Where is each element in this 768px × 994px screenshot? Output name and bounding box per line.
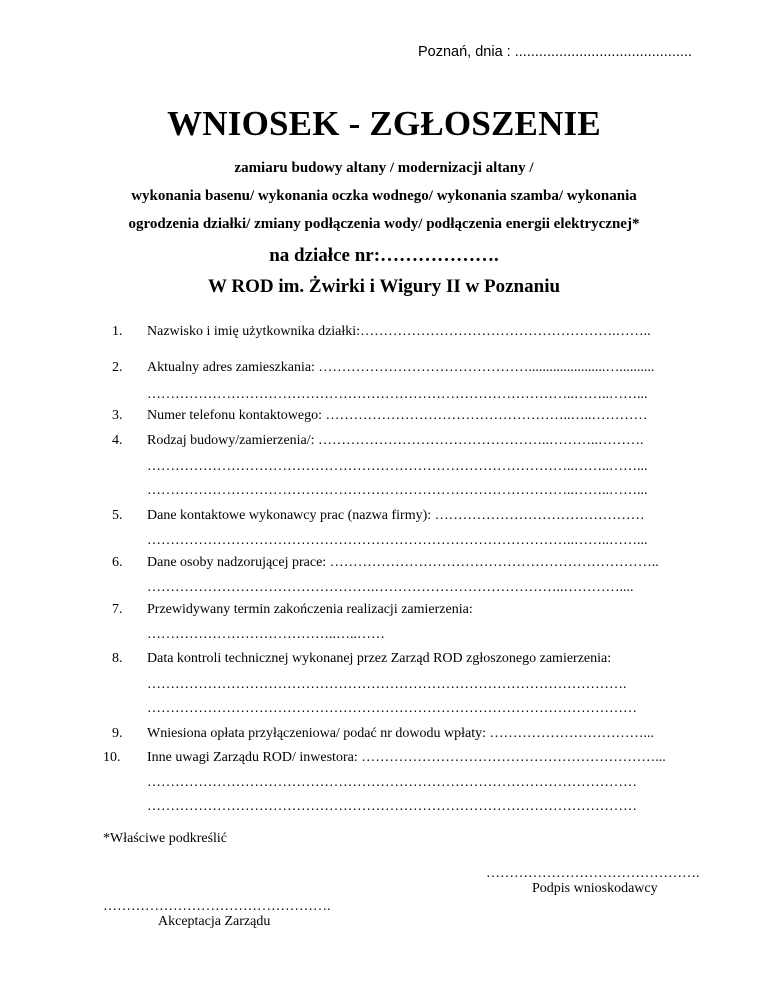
subtitle-line-1: zamiaru budowy altany / modernizacji altany / (234, 160, 534, 176)
item-continuation-line[interactable]: …………………………………………………………………………………………… (147, 775, 637, 790)
item-number: 4. (112, 433, 123, 448)
item-continuation-line[interactable]: ………………………………………………………………………………..……..……... (147, 387, 648, 402)
subtitle-line-3: ogrodzenia działki/ zmiany podłączenia wody/ podłączenia energii elektrycznej* (128, 216, 640, 232)
item-continuation-line[interactable]: …………………………………………………………………………………………… (147, 701, 637, 716)
item-continuation-line[interactable]: ………………………………………………………………………………..……..……... (147, 483, 648, 498)
item-number: 1. (112, 324, 123, 339)
item-text[interactable]: Rodzaj budowy/zamierzenia/: …………………………………………..………..………. (147, 433, 644, 448)
item-number: 10. (103, 750, 121, 765)
item-number: 5. (112, 508, 123, 523)
item-number: 3. (112, 408, 123, 423)
item-continuation-line[interactable]: ………………………………………………………………………………..……..……... (147, 533, 648, 548)
item-text: Przewidywany termin zakończenia realizacji zamierzenia: (147, 602, 473, 617)
item-continuation-line[interactable]: …………………………………..…..…… (147, 627, 385, 642)
item-text: Data kontroli technicznej wykonanej przez Zarząd ROD zgłoszonego zamierzenia: (147, 651, 612, 666)
item-number: 6. (112, 555, 123, 570)
item-number: 7. (112, 602, 123, 617)
acceptance-line[interactable]: …………………………………………. (103, 899, 331, 914)
subtitle-line-2: wykonania basenu/ wykonania oczka wodnego/ wykonania szamba/ wykonania (131, 188, 637, 204)
item-continuation-line[interactable]: ………………………………………….…………………………………..………….... (147, 580, 634, 595)
place-date-line: Poznań, dnia : ............................................ (418, 44, 692, 60)
item-number: 2. (112, 360, 123, 375)
item-number: 9. (112, 726, 123, 741)
item-number: 8. (112, 651, 123, 666)
acceptance-label: Akceptacja Zarządu (158, 914, 271, 929)
rod-name-line: W ROD im. Żwirki i Wigury II w Poznaniu (207, 276, 561, 297)
plot-number-line: na działce nr:………………. (269, 245, 499, 266)
item-continuation-line[interactable]: …………………………………………………………………………………………. (147, 677, 627, 692)
item-text[interactable]: Inne uwagi Zarządu ROD/ inwestora: ………………………………………………………... (147, 750, 666, 765)
item-text[interactable]: Numer telefonu kontaktowego: ……………………………………………..…..………… (147, 408, 648, 423)
item-text[interactable]: Aktualny adres zamieszkania: ………………………………………......................….......... (147, 360, 655, 375)
footnote: *Właściwe podkreślić (103, 831, 228, 846)
item-continuation-line[interactable]: …………………………………………………………………………………………… (147, 799, 637, 814)
signature-label: Podpis wnioskodawcy (532, 881, 658, 896)
document-title: WNIOSEK - ZGŁOSZENIE (167, 104, 601, 143)
item-text[interactable]: Wniesiona opłata przyłączeniowa/ podać nr dowodu wpłaty: ……………………………... (147, 726, 654, 741)
item-continuation-line[interactable]: ………………………………………………………………………………..……..……... (147, 459, 648, 474)
item-text[interactable]: Dane osoby nadzorującej prace: …………………………………………………………….. (147, 555, 659, 570)
signature-line[interactable]: ………………………………………. (486, 866, 700, 881)
item-text[interactable]: Dane kontaktowe wykonawcy prac (nazwa firmy): ……………………………………… (147, 508, 645, 523)
item-text[interactable]: Nazwisko i imię użytkownika działki:……………………………………………….…….. (147, 324, 651, 339)
